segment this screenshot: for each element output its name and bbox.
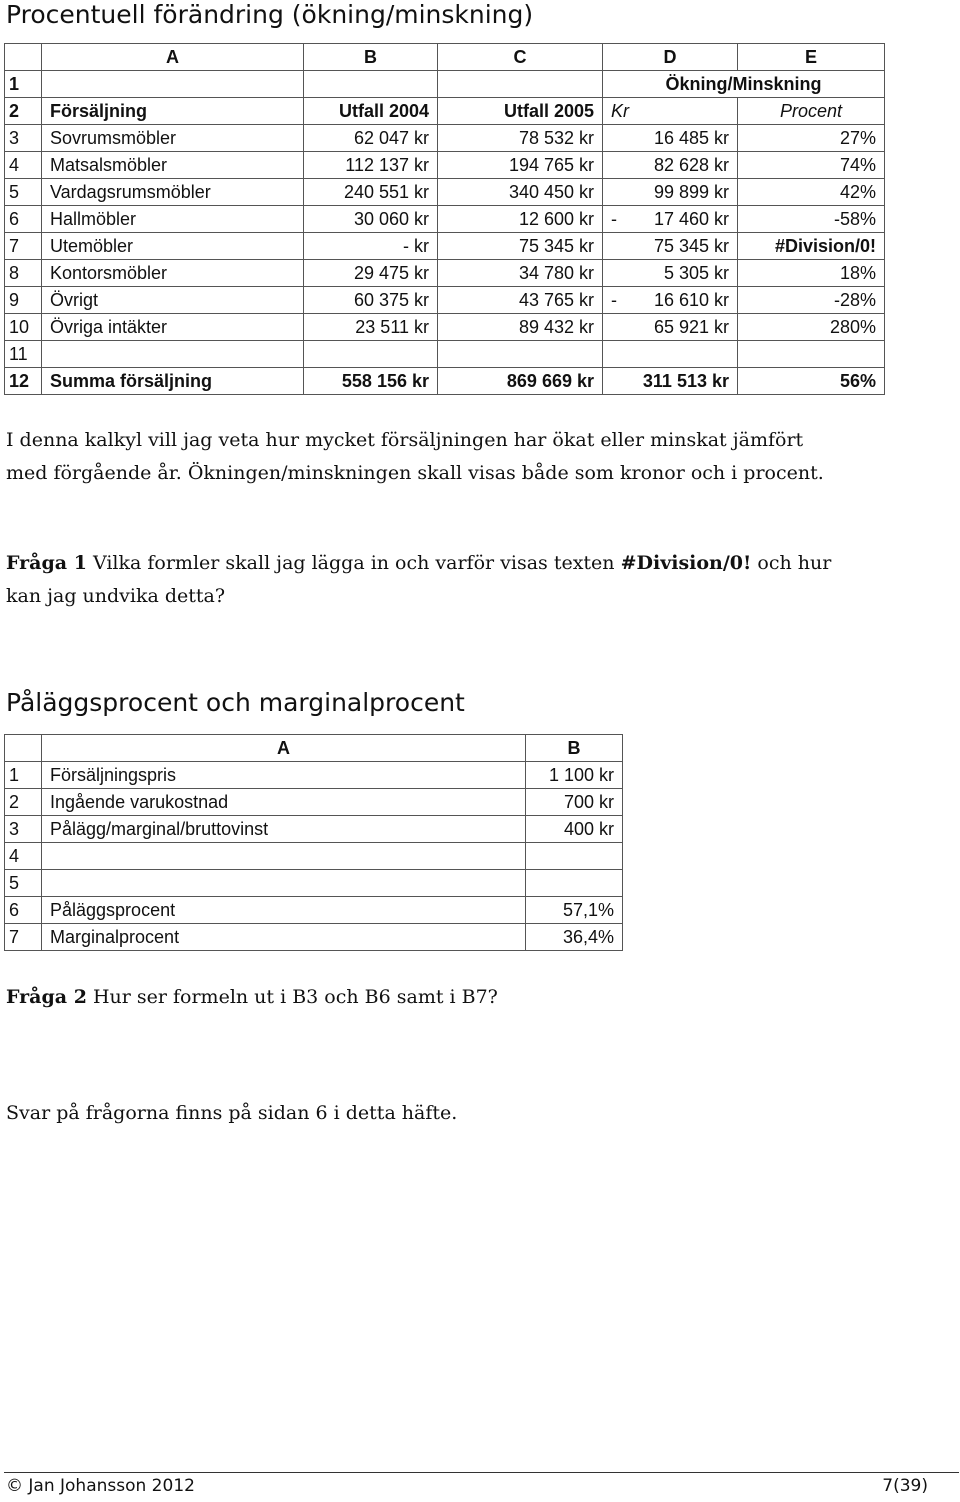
cell-de-merged: Ökning/Minskning <box>603 71 885 98</box>
cell-b: 400 kr <box>526 816 623 843</box>
cell-c: 78 532 kr <box>438 125 603 152</box>
row-number: 2 <box>5 98 42 125</box>
question-2-label: Fråga 2 <box>6 986 87 1008</box>
table-row <box>5 368 885 395</box>
cell-a <box>42 870 526 897</box>
cell-c: 194 765 kr <box>438 152 603 179</box>
cell-a: Övriga intäkter <box>42 314 304 341</box>
row-number: 6 <box>5 206 42 233</box>
table-row <box>5 206 885 233</box>
cell-d-value: 16 485 kr <box>653 128 729 148</box>
column-header-d: D <box>603 44 738 71</box>
markup-margin-spreadsheet <box>4 734 623 951</box>
cell-d-content <box>603 179 737 205</box>
cell-a: Försäljning <box>42 98 304 125</box>
cell-e: Procent <box>738 98 885 125</box>
table-row <box>5 71 885 98</box>
cell-e: 42% <box>738 179 885 206</box>
table-row <box>5 762 623 789</box>
cell-d-content <box>603 368 737 394</box>
row-number: 4 <box>5 152 42 179</box>
cell-a <box>42 71 304 98</box>
cell-b <box>304 341 438 368</box>
cell-b: 700 kr <box>526 789 623 816</box>
cell-e: 280% <box>738 314 885 341</box>
table-row <box>5 233 885 260</box>
row-number: 8 <box>5 260 42 287</box>
cell-b: 1 100 kr <box>526 762 623 789</box>
question-2 <box>6 981 906 1014</box>
cell-a: Hallmöbler <box>42 206 304 233</box>
cell-b: 112 137 kr <box>304 152 438 179</box>
cell-b: 36,4% <box>526 924 623 951</box>
row-number: 1 <box>5 762 42 789</box>
cell-a: Ingående varukostnad <box>42 789 526 816</box>
question-1-text-a: Vilka formler skall jag lägga in och varför visas texten <box>86 552 621 574</box>
cell-b <box>526 870 623 897</box>
row-number: 12 <box>5 368 42 395</box>
cell-d: Kr <box>603 98 738 125</box>
cell-b <box>526 843 623 870</box>
row-number: 2 <box>5 789 42 816</box>
cell-c: 340 450 kr <box>438 179 603 206</box>
row-number: 3 <box>5 816 42 843</box>
row-number: 6 <box>5 897 42 924</box>
cell-d-content <box>603 287 737 313</box>
table-row <box>5 152 885 179</box>
cell-c: 34 780 kr <box>438 260 603 287</box>
cell-e: 74% <box>738 152 885 179</box>
cell-b: 558 156 kr <box>304 368 438 395</box>
cell-d-content <box>603 206 737 232</box>
table-row <box>5 179 885 206</box>
column-header-a: A <box>42 44 304 71</box>
column-header-a: A <box>42 735 526 762</box>
cell-e: 56% <box>738 368 885 395</box>
cell-d <box>603 341 738 368</box>
cell-d-content <box>603 152 737 178</box>
row-number: 5 <box>5 870 42 897</box>
section-title-markup-margin: Påläggsprocent och marginalprocent <box>6 688 465 717</box>
row-number: 7 <box>5 233 42 260</box>
table-row <box>5 789 623 816</box>
column-header-b: B <box>526 735 623 762</box>
cell-d-value: 5 305 kr <box>663 263 729 283</box>
cell-a: Påläggsprocent <box>42 897 526 924</box>
cell-a: Pålägg/marginal/bruttovinst <box>42 816 526 843</box>
column-header-b: B <box>304 44 438 71</box>
table-row <box>5 98 885 125</box>
question-1-label: Fråga 1 <box>6 552 87 574</box>
cell-e <box>738 341 885 368</box>
table-row <box>5 843 623 870</box>
question-1-error-text: #Division/0! <box>620 552 752 574</box>
cell-a <box>42 341 304 368</box>
cell-b: 23 511 kr <box>304 314 438 341</box>
intro-paragraph: I denna kalkyl vill jag veta hur mycket försäljningen har ökat eller minskat jämfört med förgående år. Ökningen/minskningen skall visas både som kronor och i procent. <box>6 429 824 484</box>
cell-c: 869 669 kr <box>438 368 603 395</box>
row-number: 11 <box>5 341 42 368</box>
cell-c: 12 600 kr <box>438 206 603 233</box>
row-number: 10 <box>5 314 42 341</box>
cell-a: Vardagsrumsmöbler <box>42 179 304 206</box>
table-row <box>5 341 885 368</box>
cell-e: -28% <box>738 287 885 314</box>
table-row <box>5 870 623 897</box>
cell-d-value: 99 899 kr <box>653 182 729 202</box>
cell-d <box>603 179 738 206</box>
row-number: 1 <box>5 71 42 98</box>
cell-d-value: 16 610 kr <box>653 290 729 310</box>
cell-a: Utemöbler <box>42 233 304 260</box>
cell-c: 89 432 kr <box>438 314 603 341</box>
answers-note: Svar på frågorna finns på sidan 6 i detta häfte. <box>6 1102 458 1124</box>
cell-b: 240 551 kr <box>304 179 438 206</box>
cell-d <box>603 125 738 152</box>
cell-d-value: 311 513 kr <box>642 371 729 391</box>
cell-b: Utfall 2004 <box>304 98 438 125</box>
cell-e: -58% <box>738 206 885 233</box>
cell-d <box>603 260 738 287</box>
section-title-percent-change: Procentuell förändring (ökning/minskning) <box>6 0 534 29</box>
table-row <box>5 125 885 152</box>
cell-c: 43 765 kr <box>438 287 603 314</box>
cell-a: Summa försäljning <box>42 368 304 395</box>
cell-b: 60 375 kr <box>304 287 438 314</box>
cell-a: Sovrumsmöbler <box>42 125 304 152</box>
column-header-c: C <box>438 44 603 71</box>
cell-b: - kr <box>304 233 438 260</box>
column-header-row <box>5 44 885 71</box>
cell-d-value: 17 460 kr <box>653 209 729 229</box>
column-header-e: E <box>738 44 885 71</box>
corner-cell <box>5 735 42 762</box>
cell-a: Kontorsmöbler <box>42 260 304 287</box>
cell-a <box>42 843 526 870</box>
cell-e: 27% <box>738 125 885 152</box>
row-number: 3 <box>5 125 42 152</box>
cell-b: 57,1% <box>526 897 623 924</box>
corner-cell <box>5 44 42 71</box>
table-row <box>5 924 623 951</box>
cell-a: Matsalsmöbler <box>42 152 304 179</box>
cell-c <box>438 71 603 98</box>
cell-d-content <box>603 125 737 151</box>
row-number: 5 <box>5 179 42 206</box>
cell-d <box>603 206 738 233</box>
row-number: 7 <box>5 924 42 951</box>
table-row <box>5 287 885 314</box>
cell-b: 62 047 kr <box>304 125 438 152</box>
cell-c: 75 345 kr <box>438 233 603 260</box>
question-1 <box>6 547 836 613</box>
cell-d-sign: - <box>611 290 617 310</box>
cell-d <box>603 314 738 341</box>
cell-d-content <box>603 314 737 340</box>
cell-e: #Division/0! <box>738 233 885 260</box>
table-row <box>5 260 885 287</box>
cell-e: 18% <box>738 260 885 287</box>
row-number: 9 <box>5 287 42 314</box>
cell-c <box>438 341 603 368</box>
row-number: 4 <box>5 843 42 870</box>
cell-d-content <box>603 260 737 286</box>
cell-d <box>603 233 738 260</box>
cell-a: Marginalprocent <box>42 924 526 951</box>
column-header-row <box>5 735 623 762</box>
cell-d <box>603 368 738 395</box>
cell-b <box>304 71 438 98</box>
sales-change-spreadsheet <box>4 43 885 395</box>
question-2-text: Hur ser formeln ut i B3 och B6 samt i B7? <box>86 986 498 1008</box>
cell-d-value: 82 628 kr <box>653 155 729 175</box>
cell-b: 30 060 kr <box>304 206 438 233</box>
table-row <box>5 897 623 924</box>
cell-a: Övrigt <box>42 287 304 314</box>
cell-d-value: 65 921 kr <box>653 317 729 337</box>
cell-d-content <box>603 233 737 259</box>
cell-c: Utfall 2005 <box>438 98 603 125</box>
cell-b: 29 475 kr <box>304 260 438 287</box>
cell-d <box>603 287 738 314</box>
cell-d <box>603 152 738 179</box>
cell-d-value: 75 345 kr <box>653 236 729 256</box>
table-row <box>5 314 885 341</box>
question-1-text-b: och hur kan jag undvika detta? <box>6 552 832 607</box>
cell-d-sign: - <box>611 209 617 229</box>
footer-divider <box>4 1472 959 1473</box>
footer-page-number: 7(39) <box>882 1476 928 1496</box>
table-row <box>5 816 623 843</box>
cell-a: Försäljningspris <box>42 762 526 789</box>
footer-copyright: © Jan Johansson 2012 <box>6 1476 195 1496</box>
